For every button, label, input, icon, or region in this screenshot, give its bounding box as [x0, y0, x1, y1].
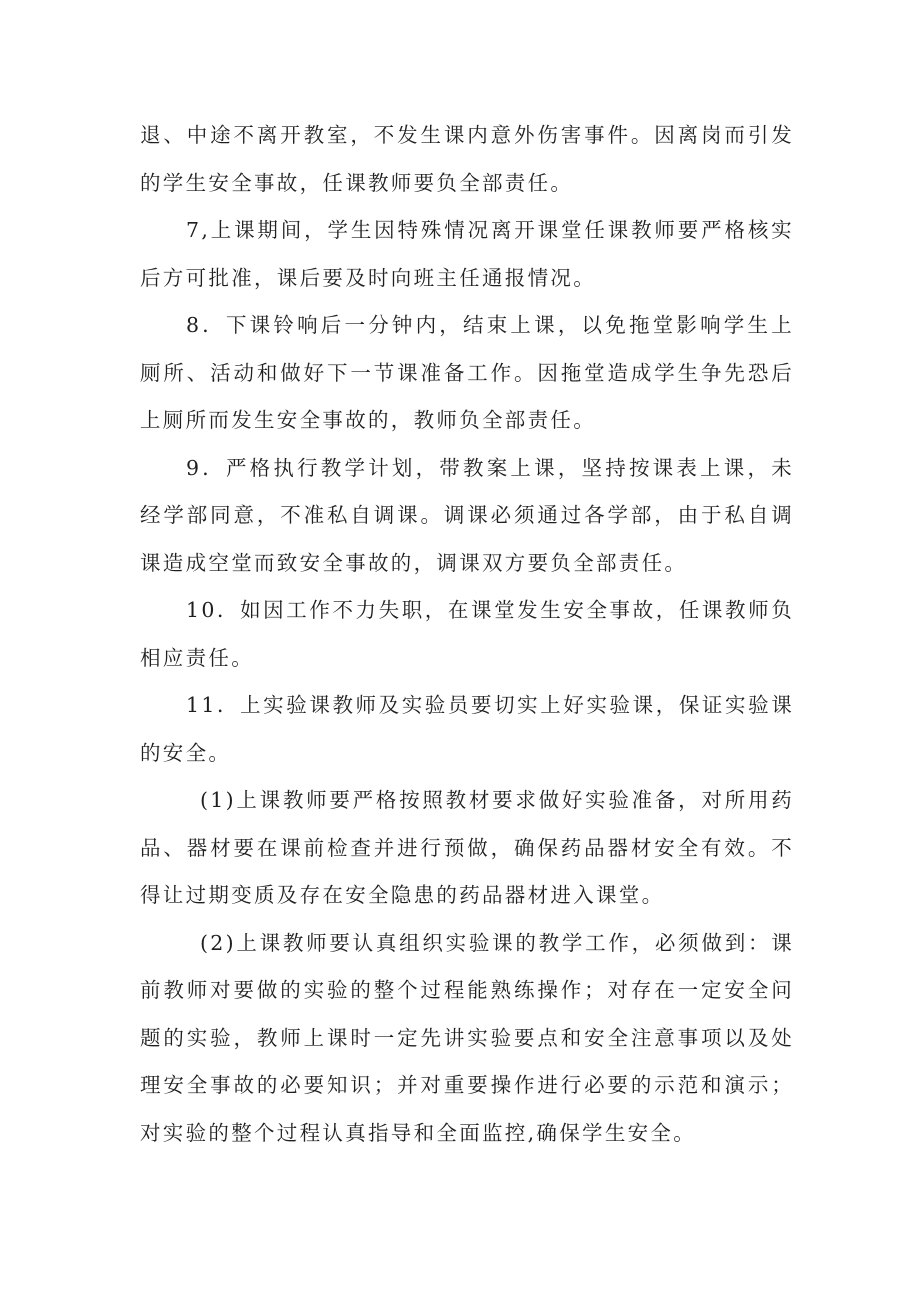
paragraph-item-8: 8．下课铃响后一分钟内，结束上课，以免拖堂影响学生上厕所、活动和做好下一节课准备工作。因拖堂造成学生争先恐后上厕所而发生安全事故的，教师负全部责任。 — [140, 313, 794, 432]
paragraph-item-11-sub-2: (2)上课教师要认真组织实验课的教学工作，必须做到：课前教师对要做的实验的整个过程能熟练操作；对存在一定安全问题的实验，教师上课时一定先讲实验要点和安全注意事项以及处理安全事故的必要知识；并对重要操作进行必要的示范和演示；对实验的整个过程认真指导和全面监控,确保学生安全。 — [140, 930, 794, 1145]
paragraph-item-10: 10．如因工作不力失职，在课堂发生安全事故，任课教师负相应责任。 — [140, 598, 794, 670]
paragraph-item-11: 11．上实验课教师及实验员要切实上好实验课，保证实验课的安全。 — [140, 693, 794, 765]
paragraph-item-11-sub-1: (1)上课教师要严格按照教材要求做好实验准备，对所用药品、器材要在课前检查并进行预做，确保药品器材安全有效。不得让过期变质及存在安全隐患的药品器材进入课堂。 — [140, 788, 794, 907]
paragraph-item-9: 9．严格执行教学计划，带教案上课，坚持按课表上课，未经学部同意，不准私自调课。调课必须通过各学部，由于私自调课造成空堂而致安全事故的，调课双方要负全部责任。 — [140, 455, 794, 575]
paragraph-continuation: 退、中途不离开教室，不发生课内意外伤害事件。因离岗而引发的学生安全事故，任课教师要负全部责任。 — [140, 123, 794, 195]
paragraph-item-7: 7,上课期间，学生因特殊情况离开课堂任课教师要严格核实后方可批准，课后要及时向班主任通报情况。 — [140, 218, 794, 290]
document-body — [140, 112, 794, 1157]
